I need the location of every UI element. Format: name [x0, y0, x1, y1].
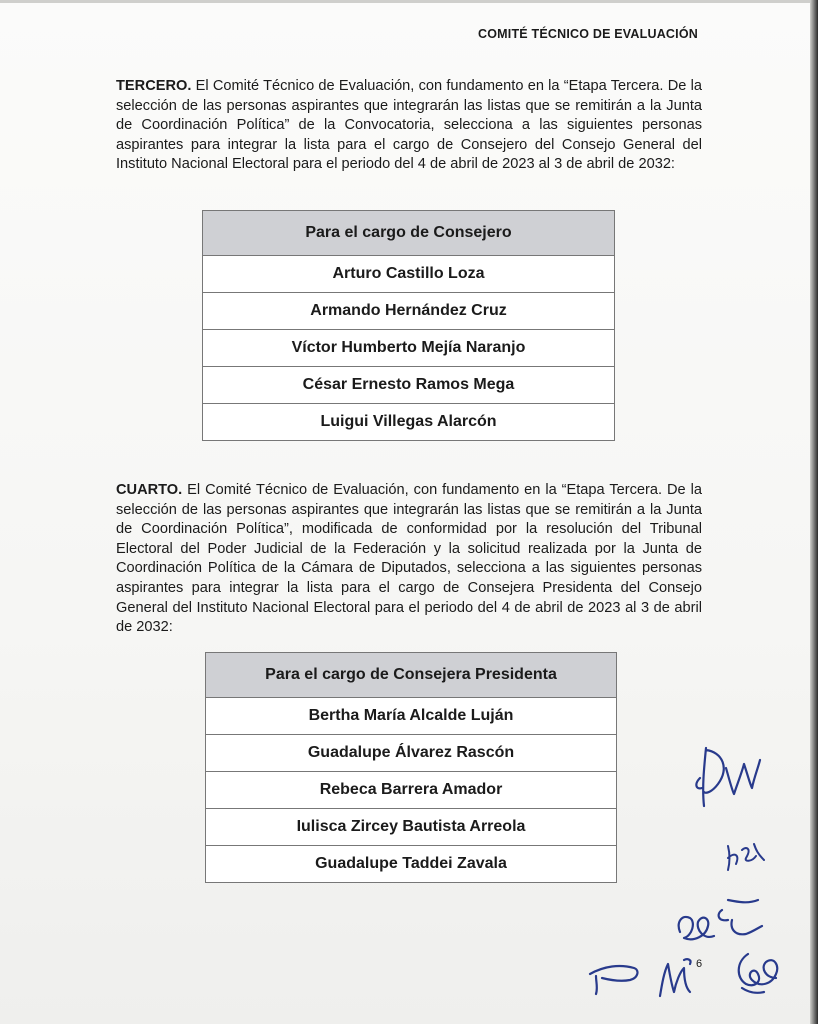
consejero-table	[202, 210, 615, 441]
tercero-lead: TERCERO.	[116, 78, 192, 94]
candidate-name: Víctor Humberto Mejía Naranjo	[203, 330, 615, 367]
committee-header: COMITÉ TÉCNICO DE EVALUACIÓN	[478, 27, 698, 41]
presidenta-table	[205, 652, 617, 883]
cuarto-paragraph	[116, 481, 702, 638]
table-row	[203, 256, 615, 293]
table-row	[206, 698, 617, 735]
signature-initials-6	[728, 944, 788, 1000]
presidenta-table-header: Para el cargo de Consejera Presidenta	[206, 653, 617, 698]
candidate-name: Iulisca Zircey Bautista Arreola	[206, 809, 617, 846]
tercero-paragraph	[116, 77, 702, 175]
table-row	[203, 330, 615, 367]
signature-initials-3	[672, 892, 772, 948]
table-row	[203, 404, 615, 441]
page-right-edge	[810, 0, 818, 1024]
candidate-name: Luigui Villegas Alarcón	[203, 404, 615, 441]
table-row	[206, 846, 617, 883]
page-number: 6	[696, 958, 703, 970]
signature-initials-5	[654, 952, 698, 1004]
consejero-table-header: Para el cargo de Consejero	[203, 211, 615, 256]
signature-initials-4	[584, 952, 654, 998]
candidate-name: César Ernesto Ramos Mega	[203, 367, 615, 404]
candidate-name: Guadalupe Taddei Zavala	[206, 846, 617, 883]
table-row	[203, 293, 615, 330]
cuarto-lead: CUARTO.	[116, 482, 183, 498]
candidate-name: Guadalupe Álvarez Rascón	[206, 735, 617, 772]
candidate-name: Arturo Castillo Loza	[203, 256, 615, 293]
signature-initials-2	[724, 836, 768, 876]
table-row	[206, 772, 617, 809]
candidate-name: Bertha María Alcalde Luján	[206, 698, 617, 735]
cuarto-text: El Comité Técnico de Evaluación, con fundamento en la “Etapa Tercera. De la selección de las personas aspirantes que integrarán las listas que se remitirán a la Junta de Coordinación Política”, modificada de conformidad por la resolución del Tribunal Electoral del Poder Judicial de la Federación y la solicitud realizada por la Junta de Coordinación Política de la Cámara de Diputados, selecciona a las siguientes personas aspirantes para integrar la lista para el cargo de Consejera Presidenta del Consejo General del Instituto Nacional Electoral para el periodo del 4 de abril de 2023 al 3 de abril de 2032:	[116, 482, 702, 636]
table-row	[206, 735, 617, 772]
candidate-name: Armando Hernández Cruz	[203, 293, 615, 330]
candidate-name: Rebeca Barrera Amador	[206, 772, 617, 809]
page-top-edge	[0, 0, 818, 3]
signature-initials-1	[688, 738, 768, 810]
table-row	[203, 367, 615, 404]
tercero-text: El Comité Técnico de Evaluación, con fundamento en la “Etapa Tercera. De la selección de las personas aspirantes que integrarán las listas que se remitirán a la Junta de Coordinación Política” de la Convocatoria, selecciona a las siguientes personas aspirantes para integrar la lista para el cargo de Consejero del Consejo General del Instituto Nacional Electoral para el periodo del 4 de abril de 2023 al 3 de abril de 2032:	[116, 78, 702, 173]
table-row	[206, 809, 617, 846]
